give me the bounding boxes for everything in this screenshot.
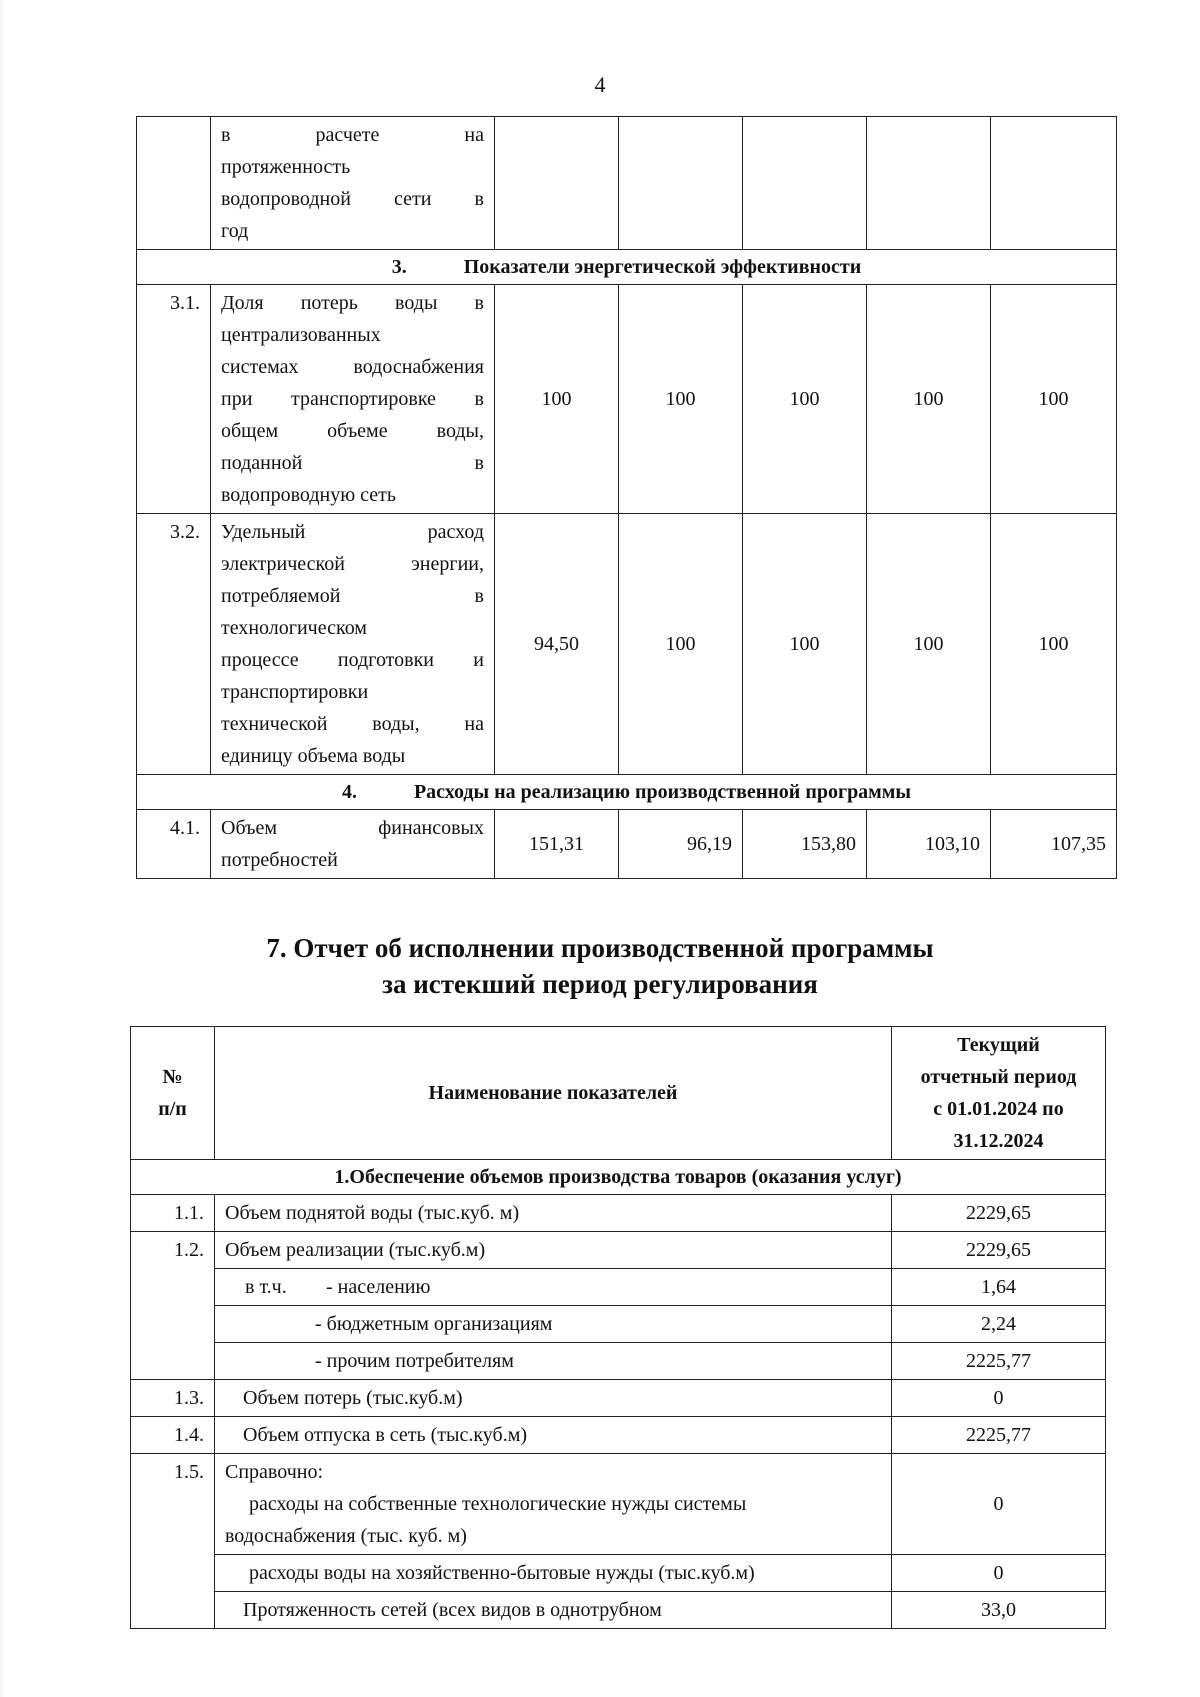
row-name: - прочим потребителям [215,1343,892,1380]
row-number: 1.5. [131,1454,215,1555]
section-title: 1.Обеспечение объемов производства товаров (оказания услуг) [131,1160,1106,1195]
table-row [131,1269,1106,1306]
value-cell [867,117,991,250]
table-row [131,1306,1106,1343]
header-period [892,1027,1106,1160]
value-cell [991,117,1117,250]
value-cell: 96,19 [619,810,743,879]
section-text: Расходы на реализацию производственной программы [413,781,912,803]
desc-line: общем объеме воды, [221,420,484,442]
table-row [137,117,1117,250]
row-line: водоснабжения (тыс. куб. м) [225,1525,467,1547]
value-cell: 100 [743,285,867,514]
row-number: 1.4. [131,1417,215,1454]
row-name: - бюджетным организациям [215,1306,892,1343]
section-row [137,775,1117,810]
table-row [131,1380,1106,1417]
header-period-line-3: с 01.01.2024 по [933,1098,1064,1120]
row-name [215,1269,892,1306]
desc-line: централизованных [221,324,381,346]
desc-line: водопроводную сеть [221,484,397,506]
section-row [131,1160,1106,1195]
report-title [0,930,1200,1002]
desc-line: технологическом [221,617,367,639]
desc-line: поданной в [221,452,484,474]
section-title [137,250,1117,285]
row-number-empty [131,1306,215,1343]
desc-line: в расчете на [221,124,484,146]
value-cell: 100 [619,514,743,775]
header-number-line-1: № [162,1066,183,1088]
row-description [211,285,495,514]
header-period-line-2: отчетный период [920,1066,1077,1088]
report-title-line-2: за истекший период регулирования [382,969,818,999]
header-period-line-4: 31.12.2024 [953,1130,1044,1152]
row-number [137,117,211,250]
desc-line: системах водоснабжения [221,356,484,378]
desc-line: электрической энергии, [221,553,484,575]
header-name: Наименование показателей [215,1027,892,1160]
row-name: Объем потерь (тыс.куб.м) [215,1380,892,1417]
row-value: 2,24 [892,1306,1106,1343]
row-number-empty [131,1555,215,1592]
row-value: 2229,65 [892,1195,1106,1232]
row-description [211,117,495,250]
row-number: 3.2. [137,514,211,775]
row-name: Объем отпуска в сеть (тыс.куб.м) [215,1417,892,1454]
value-cell: 100 [867,514,991,775]
row-description [211,514,495,775]
table-row [137,810,1117,879]
row-value: 2229,65 [892,1232,1106,1269]
table-row [131,1454,1106,1555]
row-name: Объем реализации (тыс.куб.м) [215,1232,892,1269]
value-cell [619,117,743,250]
section-title [137,775,1117,810]
value-cell: 100 [743,514,867,775]
desc-line: Объем финансовых [221,817,484,839]
row-line: расходы на собственные технологические нужды системы [249,1493,747,1515]
header-number [131,1027,215,1160]
desc-line: единицу объема воды [221,745,406,767]
value-cell: 100 [991,514,1117,775]
value-cell [743,117,867,250]
row-number-empty [131,1269,215,1306]
value-cell: 100 [495,285,619,514]
value-cell: 107,35 [991,810,1117,879]
row-name [215,1454,892,1555]
table-row [137,514,1117,775]
row-value: 2225,77 [892,1343,1106,1380]
desc-line: Удельный расход [221,521,484,543]
section-text: Показатели энергетической эффективности [463,256,862,278]
section-number: 4. [341,781,357,803]
value-cell: 100 [867,285,991,514]
section-number: 3. [391,256,407,278]
scan-edge [0,0,6,1697]
row-number: 1.1. [131,1195,215,1232]
desc-line: год [221,220,249,242]
desc-line: технической воды, на [221,713,484,735]
row-value: 1,64 [892,1269,1106,1306]
header-number-line-2: п/п [158,1098,187,1120]
report-table [130,1026,1106,1629]
row-number-empty [131,1343,215,1380]
header-period-line-1: Текущий [957,1034,1040,1056]
table-row [131,1555,1106,1592]
table-row [131,1232,1106,1269]
row-value: 33,0 [892,1592,1106,1629]
desc-line: Доля потерь воды в [221,292,484,314]
table-row [131,1343,1106,1380]
desc-line: водопроводной сети в [221,188,484,210]
table-row [131,1195,1106,1232]
value-cell: 100 [619,285,743,514]
row-value: 0 [892,1454,1106,1555]
desc-line: транспортировки [221,681,369,703]
row-name: расходы воды на хозяйственно-бытовые нужды (тыс.куб.м) [215,1555,892,1592]
value-cell: 100 [991,285,1117,514]
row-line: Справочно: [225,1461,324,1483]
desc-line: процессе подготовки и [221,649,484,671]
value-cell [495,117,619,250]
row-number: 4.1. [137,810,211,879]
value-cell: 94,50 [495,514,619,775]
row-number: 1.2. [131,1232,215,1269]
desc-line: протяженность [221,156,351,178]
row-prefix: в т.ч. [245,1276,287,1298]
desc-line: потребляемой в [221,585,484,607]
table-row [131,1592,1106,1629]
section-row [137,250,1117,285]
table-row [137,285,1117,514]
row-value: 0 [892,1380,1106,1417]
indicators-table [136,116,1117,879]
row-number-empty [131,1592,215,1629]
header-row [131,1027,1106,1160]
row-name-text: - населению [326,1276,431,1298]
desc-line: потребностей [221,849,338,871]
value-cell: 103,10 [867,810,991,879]
page-number: 4 [594,72,606,97]
row-value: 2225,77 [892,1417,1106,1454]
row-name: Протяженность сетей (всех видов в однотрубном [215,1592,892,1629]
table-row [131,1417,1106,1454]
value-cell: 151,31 [495,810,619,879]
row-description [211,810,495,879]
row-value: 0 [892,1555,1106,1592]
desc-line: при транспортировке в [221,388,484,410]
report-title-line-1: 7. Отчет об исполнении производственной программы [266,933,934,963]
row-number: 1.3. [131,1380,215,1417]
value-cell: 153,80 [743,810,867,879]
row-name: Объем поднятой воды (тыс.куб. м) [215,1195,892,1232]
row-number: 3.1. [137,285,211,514]
